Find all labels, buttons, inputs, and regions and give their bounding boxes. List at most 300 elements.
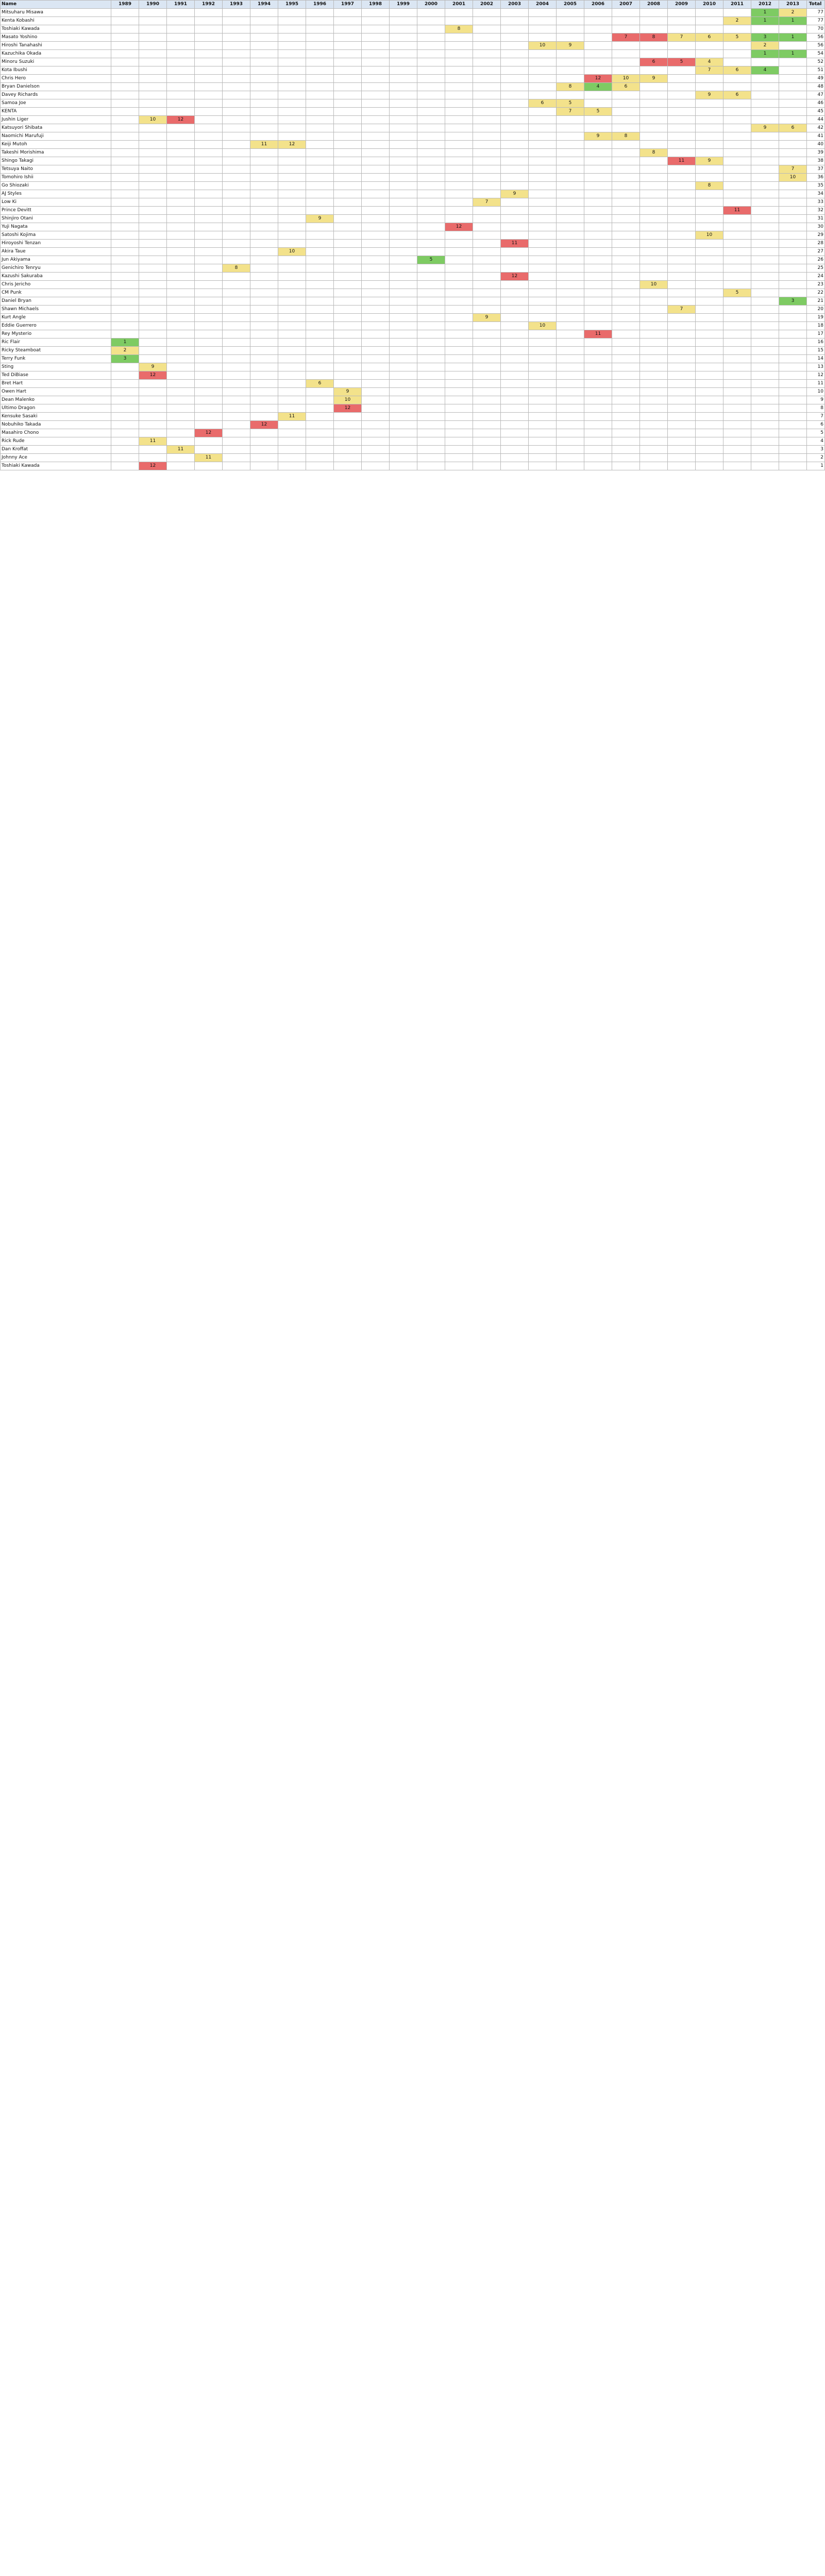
wrestler-name: Shingo Takagi	[1, 157, 111, 165]
year-cell	[223, 371, 250, 380]
year-cell	[640, 190, 668, 198]
year-cell	[167, 330, 195, 338]
year-cell	[278, 289, 306, 297]
year-cell	[223, 207, 250, 215]
year-cell	[139, 25, 167, 33]
year-cell	[473, 256, 501, 264]
year-cell	[390, 330, 417, 338]
year-cell	[529, 330, 557, 338]
year-cell	[167, 50, 195, 58]
year-cell	[612, 42, 640, 50]
year-cell	[696, 281, 723, 289]
total-cell: 45	[807, 108, 825, 116]
year-cell	[139, 314, 167, 322]
year-cell	[779, 314, 807, 322]
year-cell	[501, 281, 529, 289]
year-cell	[501, 314, 529, 322]
year-cell	[278, 446, 306, 454]
year-cell	[390, 165, 417, 174]
year-cell	[390, 413, 417, 421]
year-cell	[390, 58, 417, 66]
year-cell	[195, 330, 223, 338]
year-cell	[195, 462, 223, 470]
year-cell	[111, 380, 139, 388]
year-cell	[779, 264, 807, 273]
year-cell	[473, 297, 501, 306]
year-cell	[668, 363, 696, 371]
year-cell	[584, 371, 612, 380]
year-cell	[250, 116, 278, 124]
year-cell	[557, 248, 584, 256]
year-cell	[250, 462, 278, 470]
year-cell	[362, 190, 390, 198]
year-cell	[306, 91, 334, 99]
year-cell	[195, 17, 223, 25]
wrestler-name: Masahiro Chono	[1, 429, 111, 437]
year-cell	[306, 338, 334, 347]
year-cell	[167, 264, 195, 273]
year-cell	[584, 429, 612, 437]
year-cell	[362, 264, 390, 273]
year-cell	[250, 99, 278, 108]
table-row	[1, 42, 825, 50]
year-cell	[306, 421, 334, 429]
year-cell	[668, 25, 696, 33]
year-cell	[306, 256, 334, 264]
year-cell	[223, 437, 250, 446]
year-cell: 1	[779, 50, 807, 58]
year-cell	[250, 338, 278, 347]
year-cell	[111, 396, 139, 404]
year-cell	[723, 132, 751, 141]
year-cell	[111, 437, 139, 446]
year-cell	[250, 314, 278, 322]
year-cell	[640, 17, 668, 25]
year-cell	[612, 429, 640, 437]
year-cell	[557, 240, 584, 248]
wrestler-name: Ric Flair	[1, 338, 111, 347]
year-cell	[278, 108, 306, 116]
year-cell	[306, 281, 334, 289]
year-cell	[751, 429, 779, 437]
year-cell	[167, 404, 195, 413]
year-cell	[390, 50, 417, 58]
year-cell	[167, 157, 195, 165]
year-cell	[223, 157, 250, 165]
year-cell	[390, 355, 417, 363]
year-cell	[167, 91, 195, 99]
year-cell	[696, 404, 723, 413]
year-cell	[362, 338, 390, 347]
wrestler-name: Minoru Suzuki	[1, 58, 111, 66]
year-cell	[473, 404, 501, 413]
year-cell	[557, 157, 584, 165]
year-cell: 6	[723, 91, 751, 99]
wrestler-name: Ultimo Dragon	[1, 404, 111, 413]
year-cell: 11	[501, 240, 529, 248]
year-cell: 8	[445, 25, 473, 33]
year-cell	[390, 454, 417, 462]
total-cell: 29	[807, 231, 825, 240]
year-cell	[584, 437, 612, 446]
year-cell	[779, 306, 807, 314]
year-cell	[334, 207, 362, 215]
table-row	[1, 231, 825, 240]
year-cell	[779, 248, 807, 256]
year-cell	[529, 124, 557, 132]
year-cell	[779, 363, 807, 371]
year-cell	[584, 281, 612, 289]
year-cell	[723, 240, 751, 248]
year-cell	[167, 174, 195, 182]
year-cell	[334, 363, 362, 371]
year-cell	[362, 58, 390, 66]
year-cell	[362, 157, 390, 165]
year-cell	[696, 256, 723, 264]
year-cell	[723, 314, 751, 322]
year-cell	[167, 207, 195, 215]
table-row	[1, 223, 825, 231]
year-cell	[529, 198, 557, 207]
year-cell	[584, 91, 612, 99]
year-cell	[195, 240, 223, 248]
column-header-1999: 1999	[390, 1, 417, 9]
year-cell	[306, 396, 334, 404]
year-cell	[139, 289, 167, 297]
year-cell	[584, 182, 612, 190]
year-cell	[473, 223, 501, 231]
year-cell	[696, 421, 723, 429]
year-cell	[111, 314, 139, 322]
year-cell	[640, 421, 668, 429]
year-cell	[751, 165, 779, 174]
year-cell	[723, 429, 751, 437]
year-cell	[779, 338, 807, 347]
year-cell	[584, 264, 612, 273]
year-cell	[111, 9, 139, 17]
year-cell	[250, 9, 278, 17]
year-cell	[529, 363, 557, 371]
year-cell	[139, 182, 167, 190]
year-cell	[501, 99, 529, 108]
year-cell	[306, 149, 334, 157]
year-cell	[529, 437, 557, 446]
total-cell: 8	[807, 404, 825, 413]
column-header-1996: 1996	[306, 1, 334, 9]
year-cell	[139, 42, 167, 50]
year-cell	[779, 446, 807, 454]
year-cell	[612, 338, 640, 347]
table-row	[1, 429, 825, 437]
year-cell: 9	[306, 215, 334, 223]
year-cell	[250, 297, 278, 306]
year-cell	[139, 429, 167, 437]
year-cell: 7	[696, 66, 723, 75]
year-cell	[167, 429, 195, 437]
year-cell: 10	[612, 75, 640, 83]
year-cell	[557, 124, 584, 132]
year-cell	[111, 289, 139, 297]
year-cell	[111, 297, 139, 306]
year-cell	[306, 437, 334, 446]
year-cell	[668, 256, 696, 264]
year-cell	[557, 58, 584, 66]
year-cell	[445, 207, 473, 215]
year-cell	[668, 371, 696, 380]
year-cell	[362, 198, 390, 207]
year-cell	[584, 9, 612, 17]
year-cell	[501, 330, 529, 338]
year-cell	[501, 9, 529, 17]
year-cell	[195, 58, 223, 66]
year-cell	[557, 429, 584, 437]
year-cell	[723, 116, 751, 124]
year-cell	[223, 9, 250, 17]
year-cell	[195, 165, 223, 174]
year-cell	[306, 446, 334, 454]
year-cell	[417, 58, 445, 66]
table-row	[1, 58, 825, 66]
year-cell	[167, 256, 195, 264]
year-cell	[723, 83, 751, 91]
total-cell: 15	[807, 347, 825, 355]
year-cell	[111, 248, 139, 256]
year-cell	[779, 215, 807, 223]
year-cell	[306, 75, 334, 83]
year-cell	[584, 141, 612, 149]
year-cell	[640, 413, 668, 421]
year-cell	[306, 165, 334, 174]
year-cell	[167, 363, 195, 371]
table-row	[1, 388, 825, 396]
year-cell	[668, 124, 696, 132]
year-cell	[250, 149, 278, 157]
year-cell	[751, 149, 779, 157]
year-cell	[584, 25, 612, 33]
year-cell	[195, 190, 223, 198]
year-cell: 6	[612, 83, 640, 91]
year-cell	[612, 157, 640, 165]
year-cell	[306, 50, 334, 58]
wrestler-name: Kota Ibushi	[1, 66, 111, 75]
year-cell	[751, 198, 779, 207]
year-cell	[417, 190, 445, 198]
year-cell	[584, 380, 612, 388]
year-cell	[334, 99, 362, 108]
year-cell	[278, 306, 306, 314]
year-cell	[529, 157, 557, 165]
year-cell	[612, 198, 640, 207]
year-cell	[584, 355, 612, 363]
year-cell	[529, 306, 557, 314]
table-row	[1, 273, 825, 281]
year-cell	[362, 33, 390, 42]
total-cell: 3	[807, 446, 825, 454]
year-cell	[501, 388, 529, 396]
year-cell	[668, 231, 696, 240]
year-cell: 11	[584, 330, 612, 338]
year-cell	[139, 347, 167, 355]
year-cell	[195, 231, 223, 240]
year-cell	[390, 231, 417, 240]
total-cell: 77	[807, 9, 825, 17]
year-cell	[473, 371, 501, 380]
column-header-1990: 1990	[139, 1, 167, 9]
year-cell	[668, 404, 696, 413]
year-cell	[139, 338, 167, 347]
table-body	[1, 9, 825, 470]
year-cell	[334, 83, 362, 91]
year-cell	[668, 198, 696, 207]
total-cell: 22	[807, 289, 825, 297]
table-row	[1, 371, 825, 380]
year-cell	[417, 437, 445, 446]
table-row	[1, 314, 825, 322]
year-cell	[250, 404, 278, 413]
year-cell	[529, 149, 557, 157]
year-cell	[529, 240, 557, 248]
year-cell	[668, 50, 696, 58]
year-cell	[362, 429, 390, 437]
year-cell	[278, 157, 306, 165]
year-cell	[306, 363, 334, 371]
year-cell	[612, 17, 640, 25]
year-cell	[501, 256, 529, 264]
year-cell	[612, 363, 640, 371]
year-cell	[445, 363, 473, 371]
year-cell	[612, 207, 640, 215]
year-cell	[584, 273, 612, 281]
year-cell	[557, 116, 584, 124]
year-cell	[751, 256, 779, 264]
year-cell	[334, 248, 362, 256]
year-cell	[390, 132, 417, 141]
year-cell: 12	[501, 273, 529, 281]
year-cell	[751, 132, 779, 141]
year-cell	[278, 124, 306, 132]
year-cell	[557, 347, 584, 355]
wrestler-name: Rick Rude	[1, 437, 111, 446]
column-header-2007: 2007	[612, 1, 640, 9]
year-cell	[668, 338, 696, 347]
year-cell	[139, 190, 167, 198]
total-cell: 27	[807, 248, 825, 256]
year-cell	[334, 446, 362, 454]
year-cell	[390, 141, 417, 149]
year-cell	[584, 165, 612, 174]
total-cell: 20	[807, 306, 825, 314]
year-cell	[250, 256, 278, 264]
year-cell	[195, 264, 223, 273]
year-cell	[668, 108, 696, 116]
year-cell	[529, 141, 557, 149]
year-cell: 8	[696, 182, 723, 190]
year-cell	[223, 165, 250, 174]
year-cell	[779, 281, 807, 289]
total-cell: 9	[807, 396, 825, 404]
year-cell	[250, 306, 278, 314]
year-cell	[417, 75, 445, 83]
year-cell	[779, 190, 807, 198]
year-cell	[612, 25, 640, 33]
wrestler-name: Chris Hero	[1, 75, 111, 83]
year-cell	[111, 264, 139, 273]
year-cell	[334, 281, 362, 289]
year-cell	[529, 289, 557, 297]
year-cell	[167, 289, 195, 297]
column-header-2012: 2012	[751, 1, 779, 9]
year-cell	[417, 371, 445, 380]
year-cell	[223, 380, 250, 388]
year-cell: 11	[167, 446, 195, 454]
year-cell	[779, 182, 807, 190]
wrestler-name: Yuji Nagata	[1, 223, 111, 231]
year-cell	[223, 124, 250, 132]
year-cell	[445, 429, 473, 437]
year-cell	[390, 338, 417, 347]
year-cell	[696, 75, 723, 83]
year-cell	[250, 363, 278, 371]
column-header-1992: 1992	[195, 1, 223, 9]
year-cell	[529, 404, 557, 413]
year-cell	[723, 297, 751, 306]
year-cell	[417, 17, 445, 25]
year-cell	[723, 454, 751, 462]
ranking-table	[0, 0, 825, 470]
year-cell	[529, 380, 557, 388]
year-cell	[529, 429, 557, 437]
year-cell	[473, 429, 501, 437]
year-cell	[445, 149, 473, 157]
year-cell: 1	[779, 17, 807, 25]
year-cell: 5	[723, 289, 751, 297]
year-cell	[250, 124, 278, 132]
year-cell	[696, 223, 723, 231]
wrestler-name: Sting	[1, 363, 111, 371]
year-cell	[584, 190, 612, 198]
year-cell	[139, 413, 167, 421]
year-cell	[612, 66, 640, 75]
year-cell	[111, 165, 139, 174]
year-cell	[612, 116, 640, 124]
year-cell	[111, 462, 139, 470]
year-cell	[779, 413, 807, 421]
year-cell	[668, 446, 696, 454]
year-cell	[445, 91, 473, 99]
year-cell	[223, 116, 250, 124]
year-cell	[751, 446, 779, 454]
year-cell	[557, 25, 584, 33]
year-cell	[445, 182, 473, 190]
table-row	[1, 174, 825, 182]
year-cell	[529, 17, 557, 25]
year-cell	[501, 66, 529, 75]
year-cell	[473, 91, 501, 99]
year-cell: 7	[473, 198, 501, 207]
year-cell	[529, 165, 557, 174]
year-cell	[223, 231, 250, 240]
year-cell	[779, 231, 807, 240]
year-cell	[557, 17, 584, 25]
year-cell	[668, 248, 696, 256]
year-cell	[723, 215, 751, 223]
year-cell	[195, 108, 223, 116]
year-cell	[195, 248, 223, 256]
year-cell	[223, 347, 250, 355]
year-cell	[640, 264, 668, 273]
year-cell	[195, 347, 223, 355]
year-cell	[751, 83, 779, 91]
